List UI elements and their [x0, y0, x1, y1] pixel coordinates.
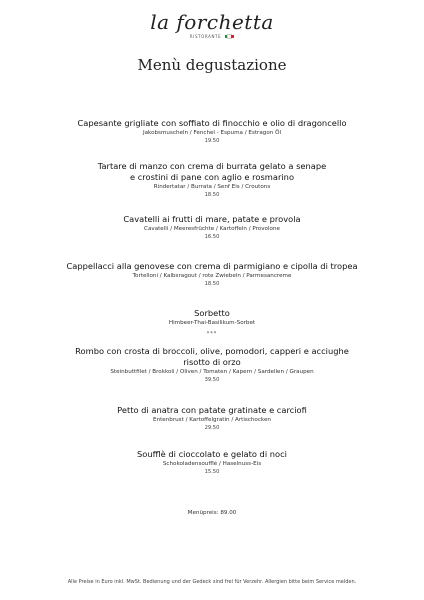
course-name-it-line2: risotto di orzo [183, 357, 241, 367]
menu-course [0, 214, 424, 241]
menu-course [0, 118, 424, 145]
menu-course [0, 161, 424, 199]
course-name-de: Rindertatar / Burrata / Senf Eis / Croutons [153, 184, 271, 190]
course-price: 18.50 [204, 192, 220, 198]
course-name-de: Himbeer-Thai-Basilikum-Sorbet [168, 320, 256, 326]
course-name-de: Entenbrust / Kartoffelgratin / Artischocken [153, 417, 271, 423]
course-name-de: Steinbuttfilet / Brokkoli / Oliven / Tomaten / Kapern / Sardellen / Graupen [110, 369, 314, 375]
course-separator: *** [206, 331, 218, 337]
course-name-it-line2: e crostini di pane con aglio e rosmarino [129, 172, 295, 182]
course-price: 15.50 [204, 469, 220, 475]
logo-wordmark: la forchetta [150, 10, 274, 34]
course-name-de: Tortelloni / Kalbsragout / rote Zwiebeln / Parmesancreme [132, 273, 292, 279]
logo-subtitle: RISTORANTE [189, 34, 222, 39]
course-price: 19.50 [204, 138, 220, 144]
course-name-it: Rombo con crosta di broccoli, olive, pomodori, capperi e acciughe [75, 346, 349, 356]
italian-flag-icon [225, 35, 234, 38]
course-price: 39.50 [204, 377, 220, 383]
course-name-de: Cavatelli / Meeresfrüchte / Kartoffeln / Provolone [144, 226, 280, 232]
menu-course [0, 261, 424, 288]
course-price: 29.50 [204, 425, 220, 431]
course-name-de: Jakobsmuscheln / Fenchel - Espuma / Estragon Öl [142, 130, 282, 136]
footer-note: Alle Preise in Euro inkl. MwSt. Bedienung und der Gedeck sind frei für Verzehr. Allergien bitte beim Service melden. [67, 579, 357, 585]
restaurant-logo [0, 11, 424, 39]
course-price: 18.50 [204, 281, 220, 287]
course-price: 16.50 [204, 234, 220, 240]
menu-course [0, 346, 424, 384]
course-name-it: Tartare di manzo con crema di burrata gelato a senape [97, 161, 327, 171]
course-name-it: Cavatelli ai frutti di mare, patate e provola [123, 214, 301, 224]
course-name-de: Schokoladensoufflé / Haselnuss-Eis [162, 461, 262, 467]
course-name-it: Cappellacci alla genovese con crema di parmigiano e cipolla di tropea [66, 261, 358, 271]
menu-course [0, 449, 424, 476]
course-name-it: Sorbetto [194, 308, 230, 318]
course-name-it: Petto di anatra con patate gratinate e carciofi [117, 405, 307, 415]
course-name-it: Soufflè di cioccolato e gelato di noci [137, 449, 287, 459]
course-name-it: Capesante grigliate con soffiato di finocchio e olio di dragoncello [77, 118, 347, 128]
menu-course [0, 308, 424, 327]
page-title: Menù degustazione [137, 56, 287, 74]
menu-total-price: Menüpreis: 89.00 [187, 510, 237, 516]
menu-course [0, 405, 424, 432]
logo-subtitle-row [0, 34, 424, 39]
